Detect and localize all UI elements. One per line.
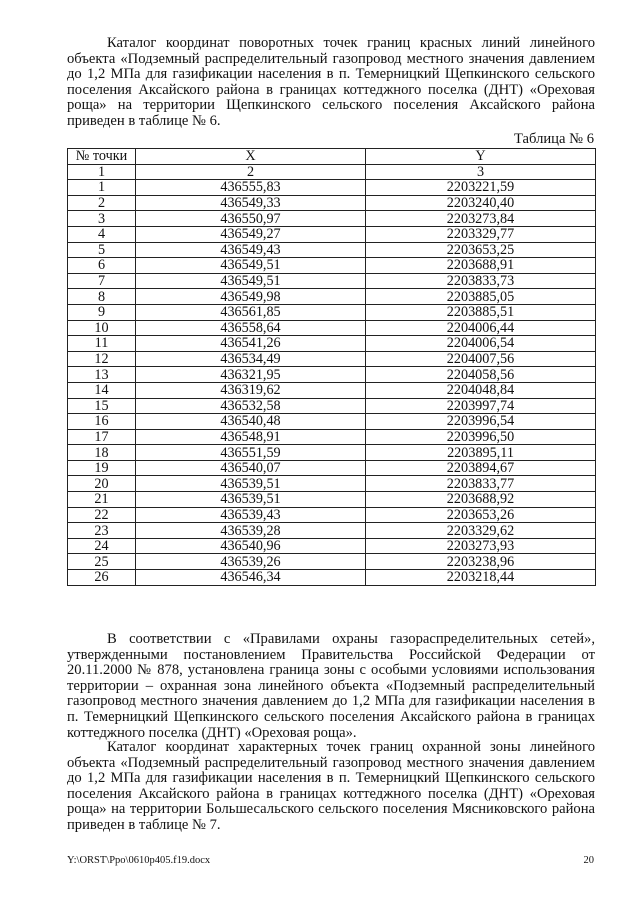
table-row [68, 460, 596, 476]
y-coordinate-cell: 2203885,05 [366, 289, 596, 305]
x-coordinate-cell: 436539,51 [136, 492, 366, 508]
y-coordinate-cell: 2203833,77 [366, 476, 596, 492]
numbering-cell: 3 [366, 164, 596, 180]
page-number: 20 [583, 855, 594, 866]
x-coordinate-cell: 436540,96 [136, 538, 366, 554]
table-row [68, 258, 596, 274]
y-coordinate-cell: 2203653,26 [366, 507, 596, 523]
y-coordinate-cell: 2203833,73 [366, 273, 596, 289]
point-number-cell: 15 [68, 398, 136, 414]
table-body [68, 180, 596, 585]
point-number-cell: 17 [68, 429, 136, 445]
point-number-cell: 14 [68, 382, 136, 398]
table-row [68, 445, 596, 461]
x-coordinate-cell: 436541,26 [136, 336, 366, 352]
y-coordinate-cell: 2203238,96 [366, 554, 596, 570]
y-coordinate-cell: 2203329,62 [366, 523, 596, 539]
x-coordinate-cell: 436549,43 [136, 242, 366, 258]
table-row [68, 476, 596, 492]
point-number-cell: 23 [68, 523, 136, 539]
x-coordinate-cell: 436319,62 [136, 382, 366, 398]
table-row [68, 398, 596, 414]
header-y: Y [366, 149, 596, 165]
table-row [68, 180, 596, 196]
table-row [68, 336, 596, 352]
point-number-cell: 22 [68, 507, 136, 523]
table-row [68, 414, 596, 430]
table-row [68, 538, 596, 554]
x-coordinate-cell: 436539,43 [136, 507, 366, 523]
y-coordinate-cell: 2203329,77 [366, 226, 596, 242]
y-coordinate-cell: 2203218,44 [366, 570, 596, 586]
x-coordinate-cell: 436540,07 [136, 460, 366, 476]
table-row [68, 289, 596, 305]
intro-paragraph: Каталог координат поворотных точек границ красных линий линейного объекта «Подземный распределительный газопровод местного значения давлением до 1,2 МПа для газификации населения в п. Темерницкий Щепкинского сельского поселения Аксайского района в границах коттеджного поселка (ДНТ) «Ореховая роща» на территории Щепкинского сельского поселения Аксайского района приведен в таблице № 6. [67, 35, 595, 129]
table-numbering-row [68, 164, 596, 180]
numbering-cell: 1 [68, 164, 136, 180]
x-coordinate-cell: 436549,27 [136, 226, 366, 242]
point-number-cell: 21 [68, 492, 136, 508]
x-coordinate-cell: 436534,49 [136, 351, 366, 367]
x-coordinate-cell: 436321,95 [136, 367, 366, 383]
point-number-cell: 1 [68, 180, 136, 196]
point-number-cell: 25 [68, 554, 136, 570]
y-coordinate-cell: 2203240,40 [366, 195, 596, 211]
point-number-cell: 18 [68, 445, 136, 461]
y-coordinate-cell: 2204048,84 [366, 382, 596, 398]
x-coordinate-cell: 436550,97 [136, 211, 366, 227]
x-coordinate-cell: 436539,51 [136, 476, 366, 492]
x-coordinate-cell: 436532,58 [136, 398, 366, 414]
point-number-cell: 20 [68, 476, 136, 492]
table-row [68, 367, 596, 383]
x-coordinate-cell: 436549,51 [136, 258, 366, 274]
x-coordinate-cell: 436549,33 [136, 195, 366, 211]
table-row [68, 523, 596, 539]
table-row [68, 273, 596, 289]
y-coordinate-cell: 2203895,11 [366, 445, 596, 461]
table-row [68, 570, 596, 586]
x-coordinate-cell: 436540,48 [136, 414, 366, 430]
header-point-number: № точки [68, 149, 136, 165]
y-coordinate-cell: 2203997,74 [366, 398, 596, 414]
point-number-cell: 2 [68, 195, 136, 211]
table-row [68, 429, 596, 445]
table-row [68, 320, 596, 336]
x-coordinate-cell: 436561,85 [136, 304, 366, 320]
y-coordinate-cell: 2203996,50 [366, 429, 596, 445]
point-number-cell: 9 [68, 304, 136, 320]
y-coordinate-cell: 2204006,54 [366, 336, 596, 352]
header-x: X [136, 149, 366, 165]
y-coordinate-cell: 2203688,92 [366, 492, 596, 508]
point-number-cell: 11 [68, 336, 136, 352]
footer-file-path: Y:\ORST\Ppo\0610p405.f19.docx [67, 855, 211, 866]
x-coordinate-cell: 436558,64 [136, 320, 366, 336]
y-coordinate-cell: 2204007,56 [366, 351, 596, 367]
y-coordinate-cell: 2204006,44 [366, 320, 596, 336]
coordinates-table [67, 148, 596, 586]
point-number-cell: 12 [68, 351, 136, 367]
y-coordinate-cell: 2203221,59 [366, 180, 596, 196]
x-coordinate-cell: 436546,34 [136, 570, 366, 586]
numbering-cell: 2 [136, 164, 366, 180]
point-number-cell: 3 [68, 211, 136, 227]
y-coordinate-cell: 2203273,93 [366, 538, 596, 554]
x-coordinate-cell: 436549,51 [136, 273, 366, 289]
x-coordinate-cell: 436551,59 [136, 445, 366, 461]
table-row [68, 507, 596, 523]
table-row [68, 351, 596, 367]
point-number-cell: 4 [68, 226, 136, 242]
table-caption: Таблица № 6 [514, 131, 594, 147]
point-number-cell: 26 [68, 570, 136, 586]
y-coordinate-cell: 2203273,84 [366, 211, 596, 227]
catalog-7-paragraph: Каталог координат характерных точек границ охранной зоны линейного объекта «Подземный распределительный газопровод местного значения давлением до 1,2 МПа для газификации населения в п. Темерницкий Щепкинского сельского поселения Аксайского района в границах коттеджного поселка (ДНТ) «Ореховая роща» на территории Большесальского сельского поселения Мясниковского района приведен в таблице № 7. [67, 739, 595, 833]
point-number-cell: 24 [68, 538, 136, 554]
table-row [68, 226, 596, 242]
rules-paragraph: В соответствии с «Правилами охраны газораспределительных сетей», утвержденными постановлением Правительства Российской Федерации от 20.11.2000 № 878, установлена граница зоны с особыми условиями использования территории – охранная зона линейного объекта «Подземный распределительный газопровод местного значения давлением до 1,2 МПа для газификации населения в п. Темерницкий Щепкинского сельского поселения Аксайского района в границах коттеджного поселка (ДНТ) «Ореховая роща». [67, 631, 595, 741]
point-number-cell: 6 [68, 258, 136, 274]
y-coordinate-cell: 2203653,25 [366, 242, 596, 258]
point-number-cell: 5 [68, 242, 136, 258]
table-header-row [68, 149, 596, 165]
table-row [68, 195, 596, 211]
table-row [68, 211, 596, 227]
point-number-cell: 16 [68, 414, 136, 430]
y-coordinate-cell: 2204058,56 [366, 367, 596, 383]
point-number-cell: 10 [68, 320, 136, 336]
y-coordinate-cell: 2203894,67 [366, 460, 596, 476]
table-row [68, 492, 596, 508]
point-number-cell: 8 [68, 289, 136, 305]
x-coordinate-cell: 436555,83 [136, 180, 366, 196]
x-coordinate-cell: 436539,26 [136, 554, 366, 570]
y-coordinate-cell: 2203688,91 [366, 258, 596, 274]
table-row [68, 382, 596, 398]
y-coordinate-cell: 2203885,51 [366, 304, 596, 320]
point-number-cell: 13 [68, 367, 136, 383]
x-coordinate-cell: 436548,91 [136, 429, 366, 445]
y-coordinate-cell: 2203996,54 [366, 414, 596, 430]
table-row [68, 554, 596, 570]
point-number-cell: 19 [68, 460, 136, 476]
x-coordinate-cell: 436539,28 [136, 523, 366, 539]
point-number-cell: 7 [68, 273, 136, 289]
table-row [68, 304, 596, 320]
x-coordinate-cell: 436549,98 [136, 289, 366, 305]
table-row [68, 242, 596, 258]
